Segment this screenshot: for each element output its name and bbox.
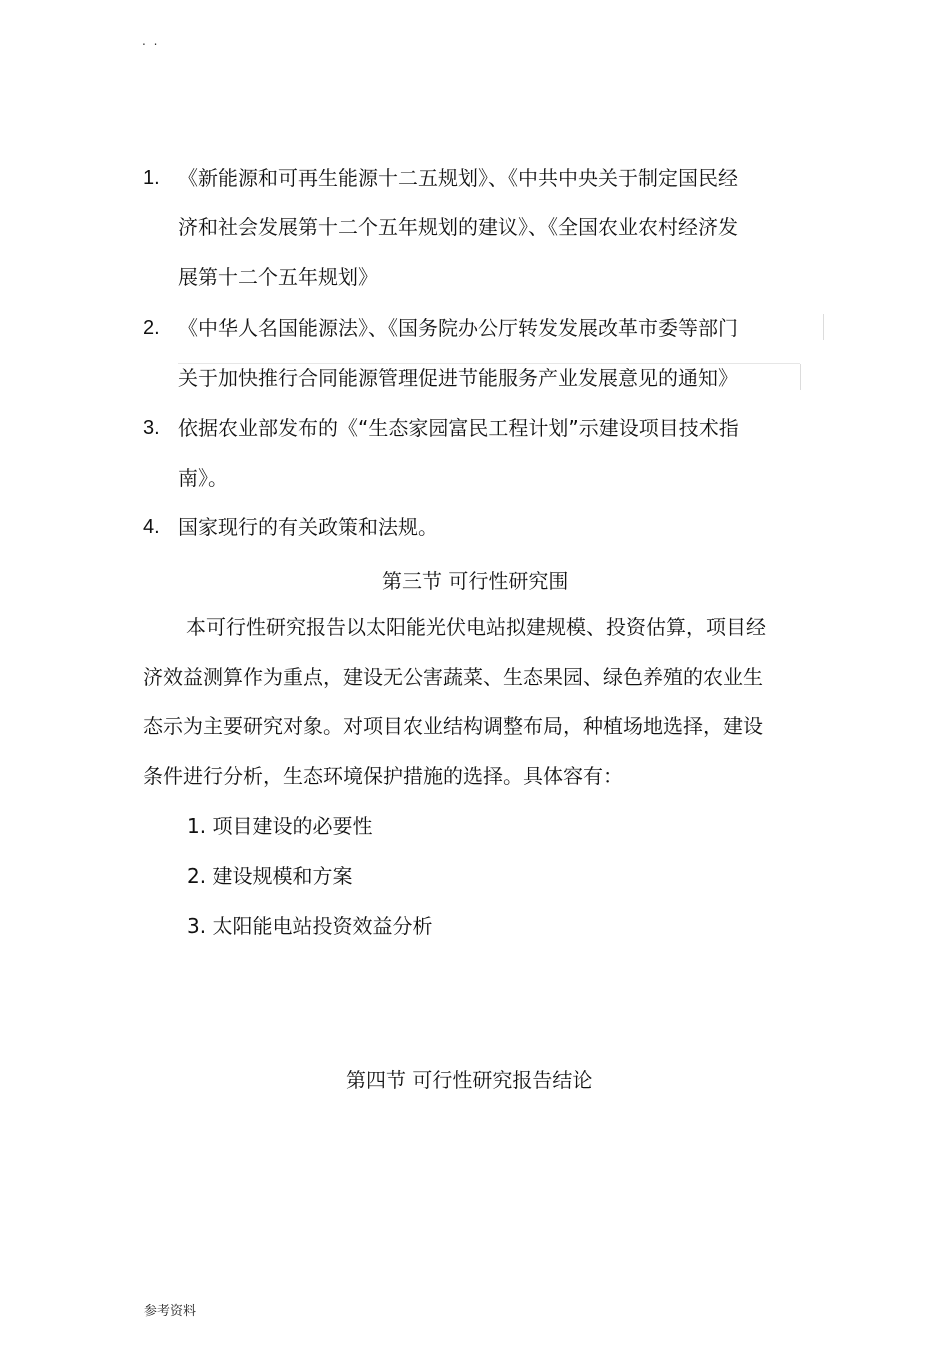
paragraph-line: 济效益测算作为重点，建设无公害蔬菜、生态果园、绿色养殖的农业生 — [143, 665, 763, 689]
reference-line: 展第十二个五年规划》 — [178, 265, 378, 289]
section-title: 第三节 可行性研究围 — [382, 569, 569, 593]
reference-line: 依据农业部发布的《“生态家园富民工程计划”示建设项目技术指 — [178, 416, 739, 440]
reference-number: 1. — [143, 167, 160, 189]
reference-number: 3. — [143, 417, 160, 439]
reference-line: 国家现行的有关政策和法规。 — [178, 515, 438, 539]
reference-line: 《新能源和可再生能源十二五规划》、《中共中央关于制定国民经 — [178, 166, 738, 190]
reference-line: 关于加快推行合同能源管理促进节能服务产业发展意见的通知》 — [178, 366, 738, 390]
header-dots: . . — [142, 34, 160, 48]
list-item: 1. 项目建设的必要性 — [187, 814, 373, 838]
reference-number: 2. — [143, 317, 160, 339]
paragraph-line: 条件进行分析，生态环境保护措施的选择。具体容有： — [143, 764, 623, 788]
scan-artifact-line — [800, 364, 801, 390]
list-item: 3. 太阳能电站投资效益分析 — [187, 914, 433, 938]
section-title: 第四节 可行性研究报告结论 — [346, 1068, 593, 1092]
paragraph-line: 本可行性研究报告以太阳能光伏电站拟建规模、投资估算，项目经 — [186, 615, 766, 639]
reference-line: 济和社会发展第十二个五年规划的建议》、《全国农业农村经济发 — [178, 215, 738, 239]
paragraph-line: 态示为主要研究对象。对项目农业结构调整布局，种植场地选择，建设 — [143, 714, 763, 738]
footer-note: 参考资料 — [144, 1304, 197, 1319]
reference-number: 4. — [143, 516, 160, 538]
reference-line: 《中华人名国能源法》、《国务院办公厅转发发展改革市委等部门 — [178, 316, 738, 340]
scan-artifact-line — [823, 314, 824, 340]
scan-artifact-line — [178, 363, 800, 364]
reference-line: 南》。 — [178, 466, 228, 490]
list-item: 2. 建设规模和方案 — [187, 864, 353, 888]
